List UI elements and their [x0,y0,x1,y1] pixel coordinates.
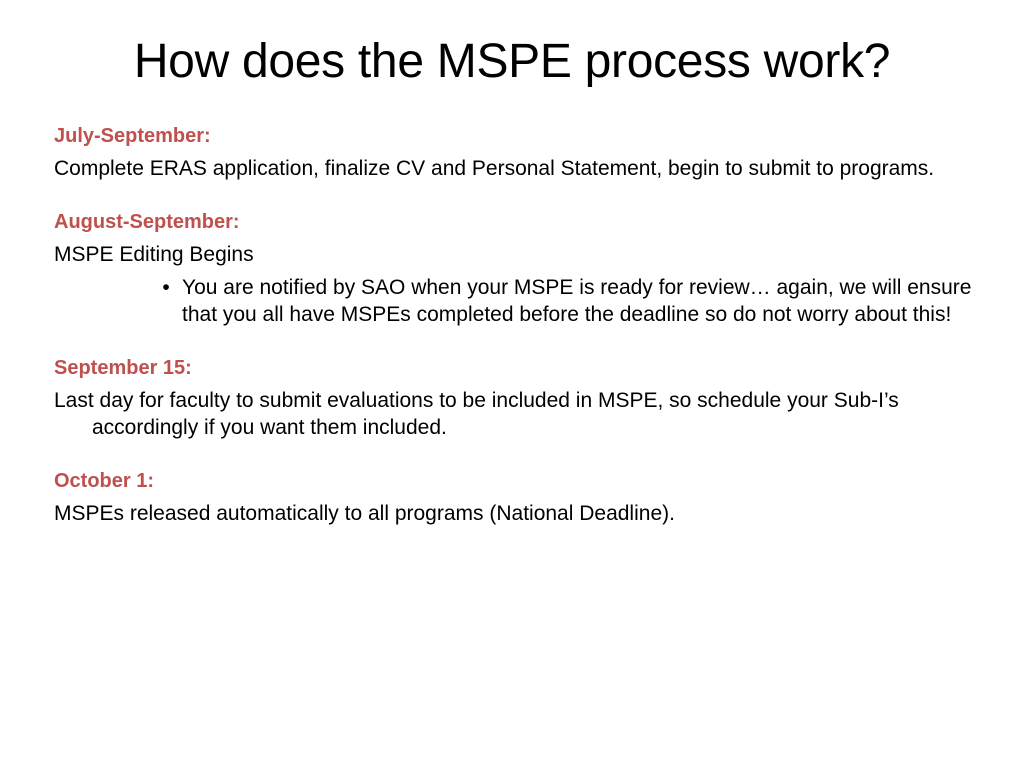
section-september-15 [54,354,984,441]
section-text: Complete ERAS application, finalize CV and Personal Statement, begin to submit to programs. [54,157,935,180]
section-heading: August-September: [54,211,240,233]
section-july-september [54,122,984,182]
bullet-dot-icon: • [162,276,170,299]
section-august-september [54,208,984,328]
section-heading: October 1: [54,470,155,492]
section-text: MSPE Editing Begins [54,243,254,266]
section-october-1 [54,467,984,527]
bullet-list [54,274,984,328]
section-text: Last day for faculty to submit evaluations to be included in MSPE, so schedule your Sub-I’s accordingly if you want them included. [54,389,899,439]
slide-content [54,122,984,553]
bullet-text: You are notified by SAO when your MSPE is ready for review… again, we will ensure that you all have MSPEs completed before the deadline so do not worry about this! [182,276,972,326]
bullet-item [162,274,984,328]
section-heading: July-September: [54,125,211,147]
section-text: MSPEs released automatically to all programs (National Deadline). [54,502,675,525]
slide-title: How does the MSPE process work? [133,35,891,88]
section-heading: September 15: [54,357,192,379]
